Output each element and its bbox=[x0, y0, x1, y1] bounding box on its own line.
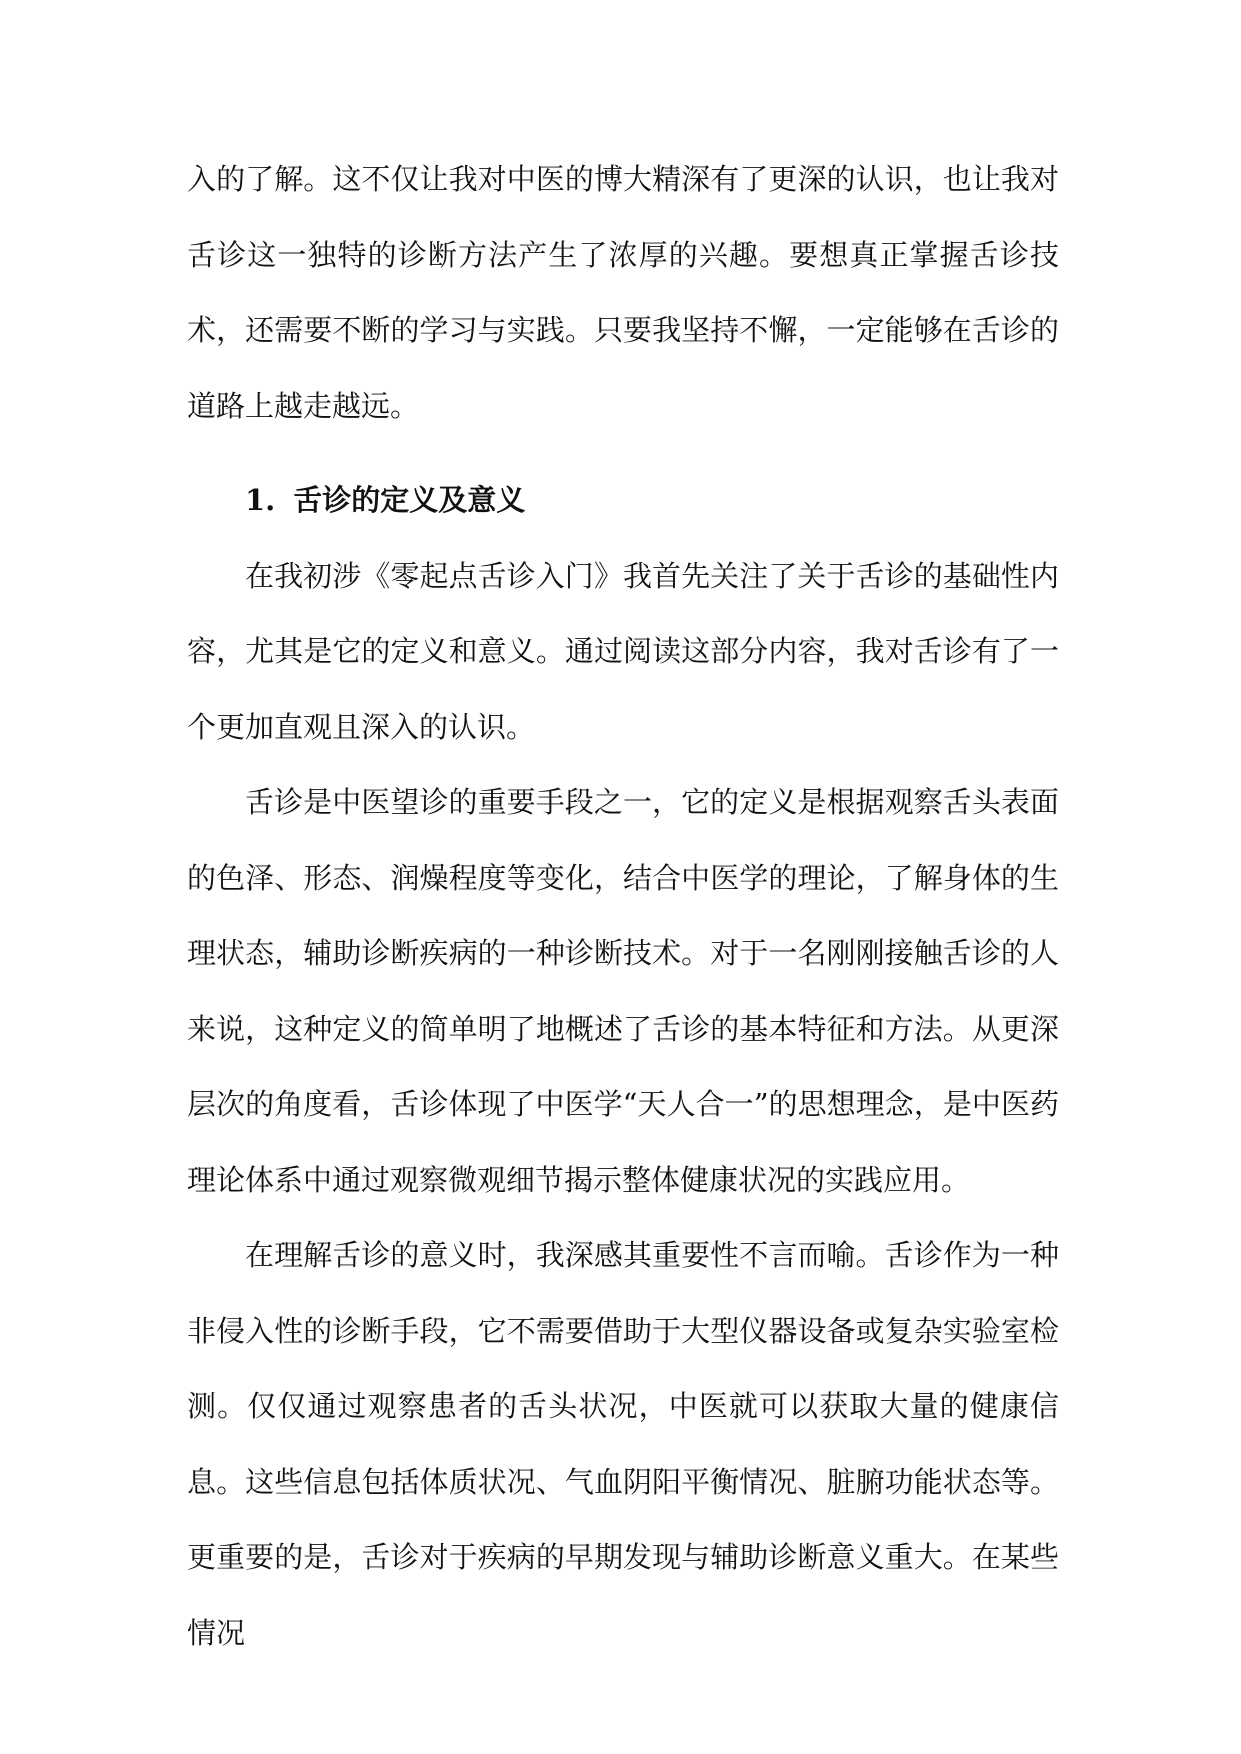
section-title: 舌诊的定义及意义 bbox=[293, 483, 526, 517]
paragraph-significance: 在理解舌诊的意义时，我深感其重要性不言而喻。舌诊作为一种非侵入性的诊断手段，它不需要借助于大型仪器设备或复杂实验室检测。仅仅通过观察患者的舌头状况，中医就可以获取大量的健康信息。这些信息包括体质状况、气血阴阳平衡情况、脏腑功能状态等。更重要的是，舌诊对于疾病的早期发现与辅助诊断意义重大。在某些情况 bbox=[187, 1238, 1059, 1650]
section-heading bbox=[187, 463, 1059, 539]
continuation-paragraph: 入的了解。这不仅让我对中医的博大精深有了更深的认识，也让我对舌诊这一独特的诊断方法产生了浓厚的兴趣。要想真正掌握舌诊技术，还需要不断的学习与实践。只要我坚持不懈，一定能够在舌诊的道路上越走越远。 bbox=[187, 162, 1059, 423]
document-body bbox=[187, 142, 1059, 1671]
section-number: 1. bbox=[245, 483, 276, 517]
paragraph-definition: 舌诊是中医望诊的重要手段之一，它的定义是根据观察舌头表面的色泽、形态、润燥程度等变化，结合中医学的理论，了解身体的生理状态，辅助诊断疾病的一种诊断技术。对于一名刚刚接触舌诊的人来说，这种定义的简单明了地概述了舌诊的基本特征和方法。从更深层次的角度看，舌诊体现了中医学“天人合一”的思想理念，是中医药理论体系中通过观察微观细节揭示整体健康状况的实践应用。 bbox=[187, 785, 1059, 1197]
paragraph-intro: 在我初涉《零起点舌诊入门》我首先关注了关于舌诊的基础性内容，尤其是它的定义和意义。通过阅读这部分内容，我对舌诊有了一个更加直观且深入的认识。 bbox=[187, 558, 1059, 744]
